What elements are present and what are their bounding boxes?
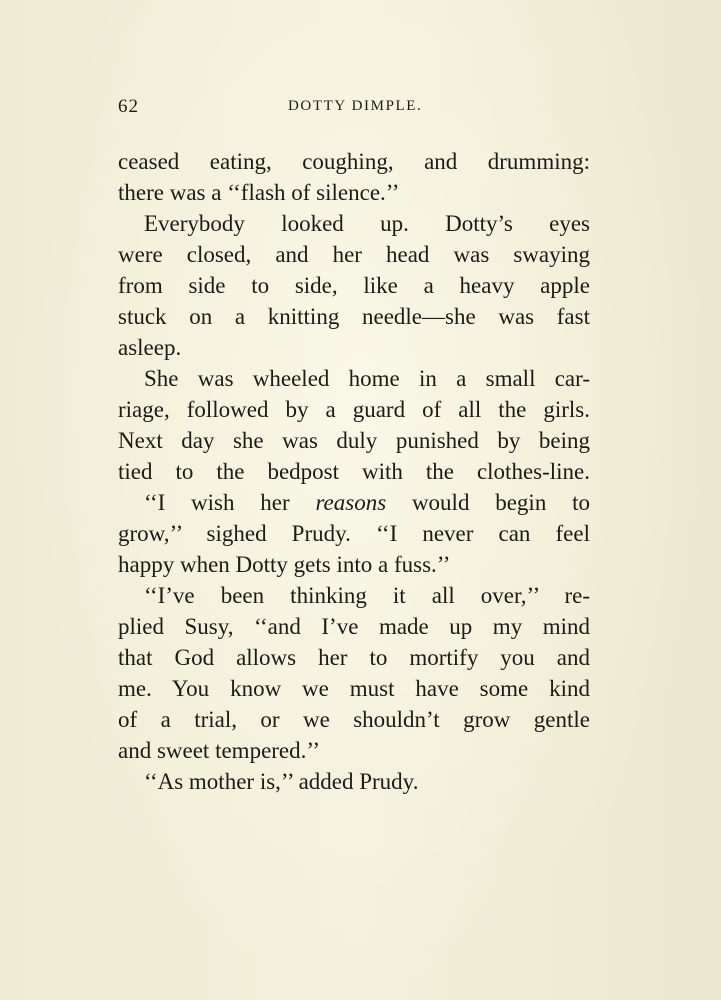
text-line: tied to the bedpost with the clothes-line. <box>118 459 590 484</box>
text-run: would begin to <box>386 490 590 515</box>
page-number: 62 <box>118 96 139 117</box>
text-line: ‘‘I’ve been thinking it all over,’’ re- <box>144 583 590 608</box>
running-head: DOTTY DIMPLE. <box>288 98 423 114</box>
text-line: of a trial, or we shouldn’t grow gentle <box>118 707 590 732</box>
text-line: She was wheeled home in a small car- <box>144 366 590 391</box>
text-line: asleep. <box>118 335 182 360</box>
text-line: ceased eating, coughing, and drumming: <box>118 149 590 174</box>
body-text <box>118 146 590 797</box>
text-line: that God allows her to mortify you and <box>118 645 590 670</box>
text-line <box>118 487 590 518</box>
page-header <box>118 96 588 120</box>
text-line: ‘‘As mother is,’’ added Prudy. <box>144 769 419 794</box>
text-run: ‘‘I wish her <box>144 490 316 515</box>
italic-word: reasons <box>315 490 387 515</box>
text-line: there was a ‘‘flash of silence.’’ <box>118 180 400 205</box>
text-line: happy when Dotty gets into a fuss.’’ <box>118 552 451 577</box>
text-line: riage, followed by a guard of all the girls. <box>118 397 590 422</box>
text-line: and sweet tempered.’’ <box>118 738 321 763</box>
text-line: Next day she was duly punished by being <box>118 428 590 453</box>
text-line: were closed, and her head was swaying <box>118 242 590 267</box>
text-line: me. You know we must have some kind <box>118 676 590 701</box>
text-line: Everybody looked up. Dotty’s eyes <box>144 211 590 236</box>
text-line: plied Susy, ‘‘and I’ve made up my mind <box>118 614 590 639</box>
text-line: grow,’’ sighed Prudy. ‘‘I never can feel <box>118 521 590 546</box>
text-line: from side to side, like a heavy apple <box>118 273 590 298</box>
text-line: stuck on a knitting needle—she was fast <box>118 304 590 329</box>
